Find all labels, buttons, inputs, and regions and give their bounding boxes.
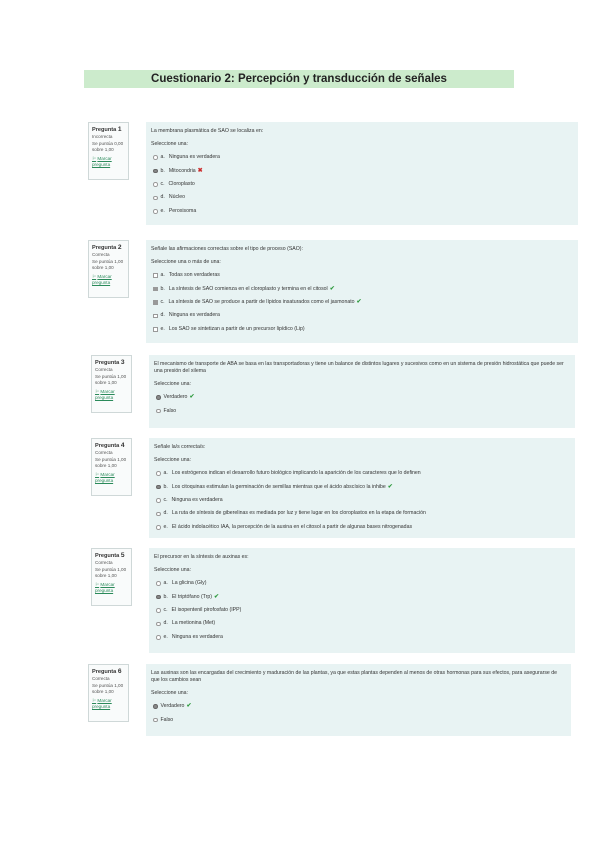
answer-option[interactable]: b. Los citoquinas estimulan la germinación de semillas mientras que el ácido abscísico la inhibe ✔: [154, 480, 571, 493]
answer-option[interactable]: b. La síntesis de SAO comienza en el cloroplasto y termina en el citosol ✔: [151, 282, 574, 295]
radio-button[interactable]: [153, 182, 158, 187]
radio-button[interactable]: [153, 196, 158, 201]
flag-icon: ⚐: [92, 273, 97, 279]
radio-button[interactable]: [156, 635, 161, 640]
checkbox[interactable]: [153, 273, 158, 278]
question-info: [88, 122, 129, 180]
flag-icon: ⚐: [95, 581, 100, 587]
question-body: [146, 664, 571, 736]
question-label: Pregunta: [95, 360, 120, 366]
question-info: [91, 548, 132, 606]
flag-question-link[interactable]: ⚐ Marcar pregunta: [92, 697, 112, 710]
question-prompt: Seleccione una o más de una:: [151, 259, 221, 265]
flag-icon: ⚐: [92, 155, 97, 161]
question-number: 5: [120, 552, 125, 559]
answer-option[interactable]: Falso: [154, 404, 571, 417]
correct-check-icon: ✔: [387, 483, 393, 490]
question-status: Incorrecta: [92, 134, 113, 139]
question-number: 6: [117, 668, 122, 675]
question-status: Correcta: [95, 560, 113, 565]
radio-button[interactable]: [156, 485, 161, 490]
question-prompt: Seleccione una:: [154, 457, 191, 463]
question-stem: La membrana plasmática de SAO se localiza en:: [151, 128, 264, 134]
question-stem: Las auxinas son las encargadas del crecimiento y maduración de las plantas, ya que estas plantas dependen al menos de otras hormonas para sus efectos, para asegurarse de que los cambios sean: [151, 670, 558, 683]
answer-option[interactable]: a. La glicina (Gly): [154, 577, 571, 590]
answer-option[interactable]: Verdadero ✔: [151, 700, 567, 713]
question-score: Se puntúa 0,00 sobre 1,00: [92, 140, 124, 153]
radio-button[interactable]: [156, 395, 161, 400]
question-number: 2: [117, 244, 122, 251]
radio-button[interactable]: [156, 498, 161, 503]
answer-option[interactable]: d. La ruta de síntesis de giberelinas es mediada por luz y tiene lugar en los cloroplastos en la etapa de formación: [154, 507, 571, 520]
answer-option[interactable]: e. Peroxisoma: [151, 205, 574, 218]
radio-button[interactable]: [156, 512, 161, 517]
answer-option[interactable]: a. Los estrógenos indican el desarrollo futuro biológico implicando la aparición de los caracteres que lo definen: [154, 467, 571, 480]
page-title: Cuestionario 2: Percepción y transducción de señales: [84, 70, 514, 88]
radio-button[interactable]: [156, 622, 161, 627]
answer-option[interactable]: e. El ácido indolacético IAA, la percepción de la auxina en el citosol a partir de algunas bases nitrogenadas: [154, 521, 571, 534]
question-info: [88, 664, 129, 722]
question-score: Se puntúa 1,00 sobre 1,00: [95, 373, 127, 386]
question-label: Pregunta: [95, 443, 120, 449]
answer-option[interactable]: d. Núcleo: [151, 191, 574, 204]
answer-option[interactable]: c. La síntesis de SAO se produce a partir de lípidos insaturados como el jasmonato ✔: [151, 296, 574, 309]
radio-button[interactable]: [156, 608, 161, 613]
flag-icon: ⚐: [95, 388, 100, 394]
question-info: [91, 355, 132, 413]
radio-button[interactable]: [156, 525, 161, 530]
answer-option[interactable]: a. Ninguna es verdadera: [151, 151, 574, 164]
question-prompt: Seleccione una:: [151, 690, 188, 696]
question-label: Pregunta: [95, 553, 120, 559]
answer-option[interactable]: Falso: [151, 713, 567, 726]
question-number: 3: [120, 359, 125, 366]
question-label: Pregunta: [92, 669, 117, 675]
question-label: Pregunta: [92, 127, 117, 133]
flag-icon: ⚐: [92, 697, 97, 703]
answer-option[interactable]: c. Ninguna es verdadera: [154, 494, 571, 507]
flag-question-link[interactable]: ⚐ Marcar pregunta: [92, 273, 112, 286]
question-label: Pregunta: [92, 245, 117, 251]
question-info: [91, 438, 132, 496]
radio-button[interactable]: [153, 209, 158, 214]
question-status: Correcta: [92, 252, 110, 257]
answer-option[interactable]: b. Mitocondria ✖: [151, 164, 574, 177]
question-stem: El precursor en la síntesis de auxinas es:: [154, 554, 249, 560]
answer-option[interactable]: b. El triptófano (Trp) ✔: [154, 590, 571, 603]
question-status: Correcta: [95, 450, 113, 455]
radio-button[interactable]: [156, 595, 161, 600]
question-score: Se puntúa 1,00 sobre 1,00: [95, 566, 127, 579]
correct-check-icon: ✔: [186, 703, 192, 710]
question-stem: Señale la/s correcta/s:: [154, 444, 206, 450]
answer-option[interactable]: c. Cloroplasto: [151, 178, 574, 191]
question-score: Se puntúa 1,00 sobre 1,00: [92, 682, 124, 695]
flag-question-link[interactable]: ⚐ Marcar pregunta: [95, 388, 115, 401]
flag-question-link[interactable]: ⚐ Marcar pregunta: [95, 471, 115, 484]
question-score: Se puntúa 1,00 sobre 1,00: [92, 258, 124, 271]
question-prompt: Seleccione una:: [154, 381, 191, 387]
checkbox[interactable]: [153, 300, 158, 305]
question-number: 1: [117, 126, 122, 133]
answer-option[interactable]: Verdadero ✔: [154, 391, 571, 404]
radio-button[interactable]: [153, 155, 158, 160]
flag-question-link[interactable]: ⚐ Marcar pregunta: [95, 581, 115, 594]
answer-option[interactable]: d. Ninguna es verdadera: [151, 309, 574, 322]
question-stem: El mecanismo de transporte de ABA se basa en las transportadoras y tiene un balance de distintos lugares y sucesivos como en un sistema de presión hidrostática que puede ser una presión del xilema: [154, 361, 564, 374]
radio-button[interactable]: [156, 409, 161, 414]
question-score: Se puntúa 1,00 sobre 1,00: [95, 456, 127, 469]
question-prompt: Seleccione una:: [154, 567, 191, 573]
flag-question-link[interactable]: ⚐ Marcar pregunta: [92, 155, 112, 168]
answer-option[interactable]: a. Todas son verdaderas: [151, 269, 574, 282]
question-prompt: Seleccione una:: [151, 141, 188, 147]
question-body: [149, 548, 575, 653]
checkbox[interactable]: [153, 287, 158, 292]
question-body: [149, 355, 575, 428]
correct-check-icon: ✔: [214, 593, 220, 600]
checkbox[interactable]: [153, 314, 158, 319]
question-status: Correcta: [95, 367, 113, 372]
radio-button[interactable]: [153, 169, 158, 174]
radio-button[interactable]: [153, 718, 158, 723]
radio-button[interactable]: [156, 471, 161, 476]
question-number: 4: [120, 442, 125, 449]
answer-option[interactable]: c. El isopentenil pirofosfato (IPP): [154, 604, 571, 617]
answer-option[interactable]: e. Los SAO se sintetizan a partir de un precursor lipídico (Lip): [151, 323, 574, 336]
question-body: [146, 240, 578, 343]
checkbox[interactable]: [153, 327, 158, 332]
answer-option[interactable]: e. Ninguna es verdadera: [154, 631, 571, 644]
question-status: Correcta: [92, 676, 110, 681]
incorrect-icon: ✖: [197, 167, 203, 174]
question-info: [88, 240, 129, 298]
correct-check-icon: ✔: [329, 285, 335, 292]
answer-option[interactable]: d. La metionina (Met): [154, 617, 571, 630]
question-body: [149, 438, 575, 538]
correct-check-icon: ✔: [356, 298, 362, 305]
radio-button[interactable]: [156, 581, 161, 586]
question-stem: Señale las afirmaciones correctas sobre el tipo de proceso (SAO):: [151, 246, 303, 252]
correct-check-icon: ✔: [189, 394, 195, 401]
radio-button[interactable]: [153, 704, 158, 709]
flag-icon: ⚐: [95, 471, 100, 477]
question-body: [146, 122, 578, 225]
